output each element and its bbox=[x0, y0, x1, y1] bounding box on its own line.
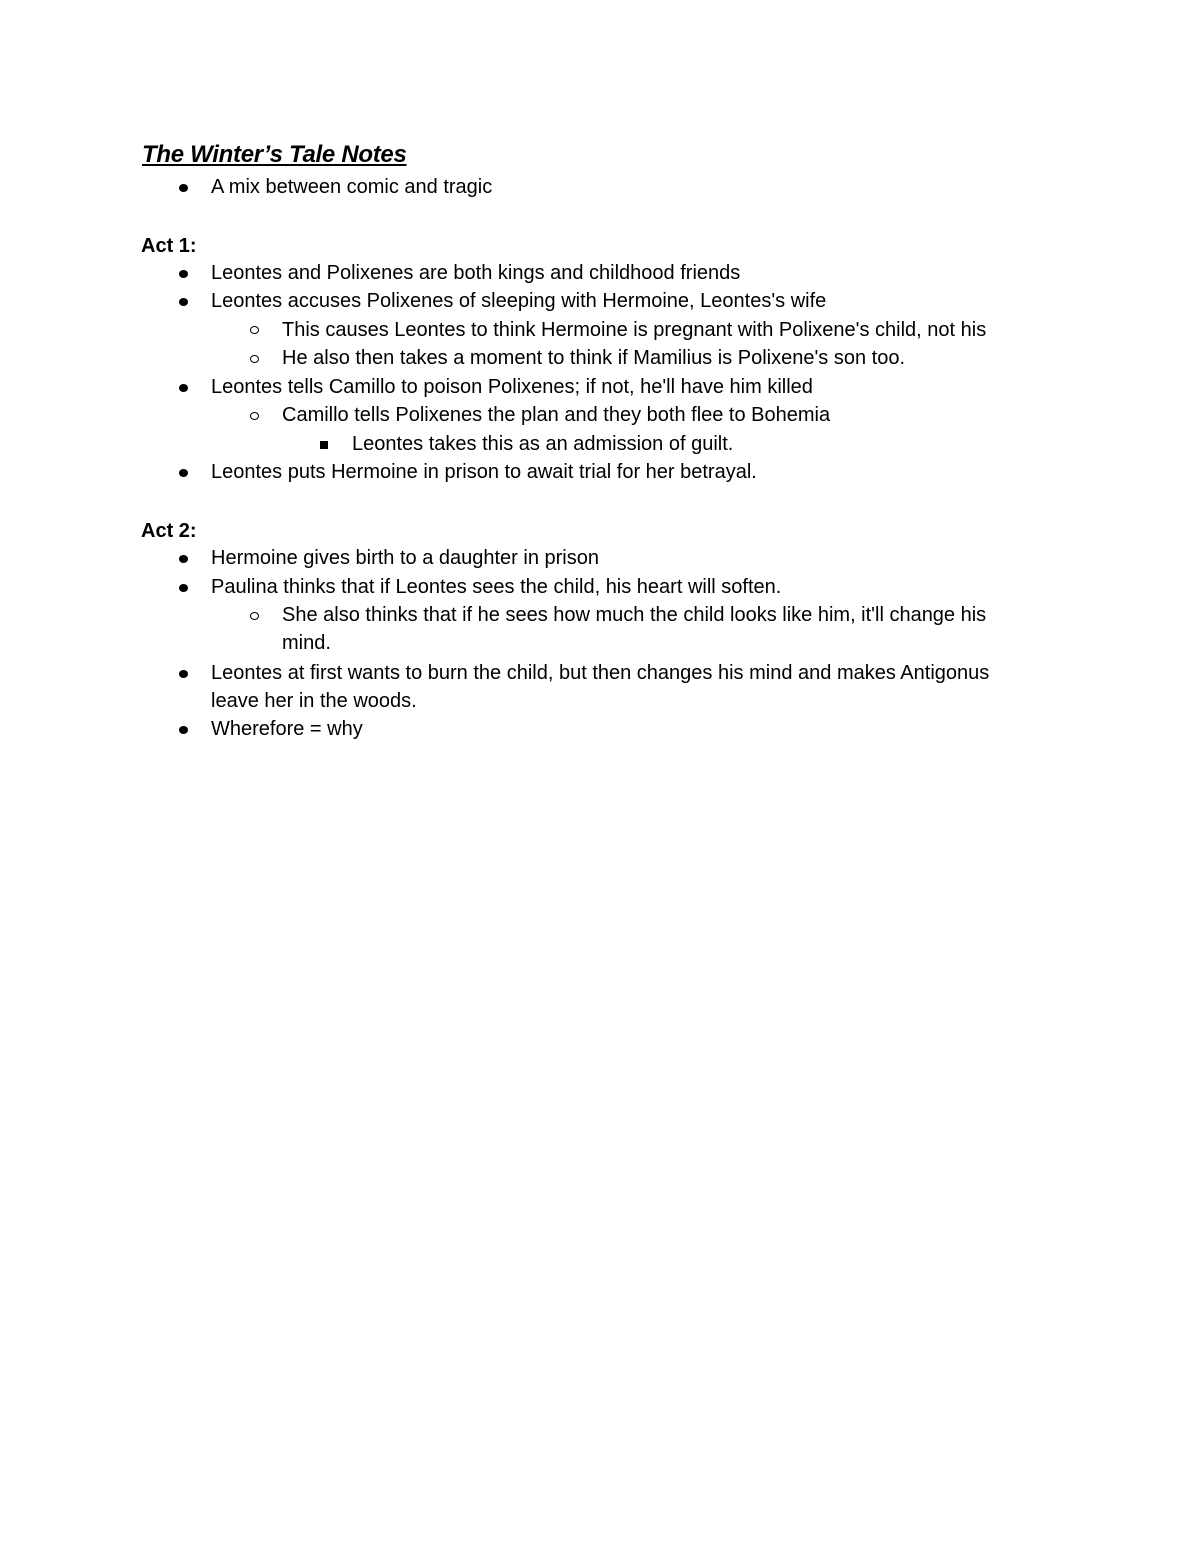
list-item: Leontes puts Hermoine in prison to await trial for her betrayal. bbox=[211, 461, 757, 483]
list-item: A mix between comic and tragic bbox=[211, 176, 493, 198]
document-title: The Winter’s Tale Notes bbox=[142, 141, 407, 168]
list-item-continuation: leave her in the woods. bbox=[211, 690, 417, 712]
list-item: Leontes at first wants to burn the child, but then changes his mind and makes Antigonus bbox=[211, 662, 990, 684]
section-heading-act2: Act 2: bbox=[141, 520, 197, 542]
bullet-dot-icon bbox=[179, 670, 188, 678]
list-item: Leontes and Polixenes are both kings and childhood friends bbox=[211, 262, 741, 284]
list-item: Leontes tells Camillo to poison Polixenes; if not, he'll have him killed bbox=[211, 376, 813, 398]
bullet-circle-icon bbox=[250, 412, 259, 420]
section-heading-act1: Act 1: bbox=[141, 235, 197, 257]
list-item: Camillo tells Polixenes the plan and they both flee to Bohemia bbox=[282, 404, 831, 426]
list-item: Leontes accuses Polixenes of sleeping with Hermoine, Leontes's wife bbox=[211, 290, 827, 312]
bullet-dot-icon bbox=[179, 184, 188, 192]
list-item: Paulina thinks that if Leontes sees the child, his heart will soften. bbox=[211, 576, 782, 598]
bullet-circle-icon bbox=[250, 612, 259, 620]
bullet-dot-icon bbox=[179, 384, 188, 392]
list-item: She also thinks that if he sees how much the child looks like him, it'll change his bbox=[282, 604, 987, 626]
bullet-dot-icon bbox=[179, 469, 188, 477]
list-item-continuation: mind. bbox=[282, 632, 331, 654]
list-item: Hermoine gives birth to a daughter in prison bbox=[211, 547, 599, 569]
bullet-dot-icon bbox=[179, 584, 188, 592]
bullet-square-icon bbox=[320, 441, 328, 449]
bullet-circle-icon bbox=[250, 326, 259, 334]
bullet-dot-icon bbox=[179, 298, 188, 306]
list-item: This causes Leontes to think Hermoine is pregnant with Polixene's child, not his bbox=[282, 319, 987, 341]
bullet-dot-icon bbox=[179, 726, 188, 734]
list-item: He also then takes a moment to think if Mamilius is Polixene's son too. bbox=[282, 347, 905, 369]
bullet-circle-icon bbox=[250, 355, 259, 363]
bullet-dot-icon bbox=[179, 270, 188, 278]
bullet-dot-icon bbox=[179, 555, 188, 563]
list-item: Wherefore = why bbox=[211, 718, 363, 740]
list-item: Leontes takes this as an admission of guilt. bbox=[352, 433, 734, 455]
